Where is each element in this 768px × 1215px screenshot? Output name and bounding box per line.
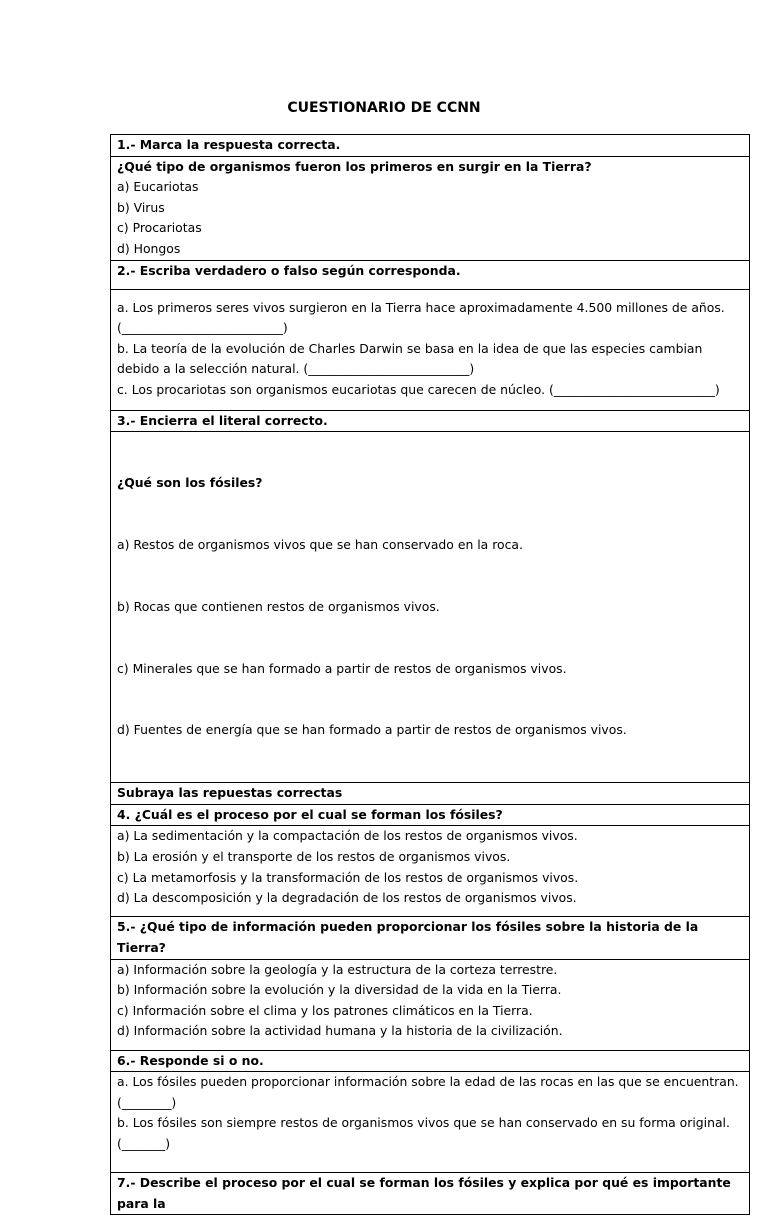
q4-body-row [111, 826, 750, 917]
q3-body-row [111, 432, 750, 783]
q4-instruction-row [111, 783, 750, 805]
q4-question-row [111, 804, 750, 826]
q6-statement-a: a. Los fósiles pueden proporcionar información sobre la edad de las rocas en las que se encuentran. [117, 1074, 739, 1090]
q5-option-a: a) Información sobre la geología y la estructura de la corteza terrestre. [117, 961, 558, 977]
q6-statement-b: b. Los fósiles son siempre restos de organismos vivos que se han conservado en su forma original. [117, 1115, 730, 1131]
q4-instruction: Subraya las repuestas correctas [111, 783, 750, 805]
q1-option-d: d) Hongos [117, 240, 181, 256]
q5-option-b: b) Información sobre la evolución y la diversidad de la vida en la Tierra. [117, 982, 562, 998]
document-title: CUESTIONARIO DE CCNN [287, 100, 481, 116]
q7-question: 7.- Describe el proceso por el cual se forman los fósiles y explica por qué es importante para la [111, 1173, 750, 1215]
q3-option-b: b) Rocas que contienen restos de organismos vivos. [117, 598, 440, 614]
q4-option-a: a) La sedimentación y la compactación de los restos de organismos vivos. [117, 828, 578, 844]
q2-statement-b-line2: debido a la selección natural. (__________________________) [117, 361, 475, 377]
q4-question: 4. ¿Cuál es el proceso por el cual se forman los fósiles? [111, 804, 750, 826]
q2-statement-b-line1: b. La teoría de la evolución de Charles Darwin se basa en la idea de que las especies cambian [117, 340, 703, 356]
q5-question: 5.- ¿Qué tipo de información pueden proporcionar los fósiles sobre la historia de la Tierra? [111, 917, 750, 959]
q2-header: 2.- Escriba verdadero o falso según corresponda. [111, 260, 750, 289]
q1-option-a: a) Eucariotas [117, 179, 199, 195]
q7-question-row [111, 1173, 750, 1215]
q2-statement-a: a. Los primeros seres vivos surgieron en la Tierra hace aproximadamente 4.500 millones de años. [117, 299, 725, 315]
q2-body [111, 289, 750, 410]
q3-question: ¿Qué son los fósiles? [117, 475, 263, 491]
q3-option-d: d) Fuentes de energía que se han formado a partir de restos de organismos vivos. [117, 722, 627, 738]
q5-body-row [111, 959, 750, 1050]
q4-body [111, 826, 750, 917]
q5-body [111, 959, 750, 1050]
q3-option-c: c) Minerales que se han formado a partir de restos de organismos vivos. [117, 660, 567, 676]
q6-body-row [111, 1072, 750, 1173]
q6-header-row [111, 1050, 750, 1072]
q3-header: 3.- Encierra el literal correcto. [111, 410, 750, 432]
q1-header-row [111, 135, 750, 157]
q3-option-a: a) Restos de organismos vivos que se han conservado en la roca. [117, 537, 523, 553]
q1-body-row [111, 156, 750, 260]
q4-option-d: d) La descomposición y la degradación de los restos de organismos vivos. [117, 890, 577, 906]
q2-body-row [111, 289, 750, 410]
q1-header: 1.- Marca la respuesta correcta. [111, 135, 750, 157]
q2-statement-c: c. Los procariotas son organismos eucariotas que carecen de núcleo. (__________________________) [117, 381, 720, 397]
q1-body [111, 156, 750, 260]
q6-body [111, 1072, 750, 1173]
q1-question: ¿Qué tipo de organismos fueron los primeros en surgir en la Tierra? [117, 158, 592, 174]
q2-header-row [111, 260, 750, 289]
q4-option-b: b) La erosión y el transporte de los restos de organismos vivos. [117, 849, 511, 865]
q2-blank-a: (__________________________) [117, 320, 288, 336]
q6-blank-b: (_______) [117, 1136, 171, 1151]
q4-option-c: c) La metamorfosis y la transformación de los restos de organismos vivos. [117, 869, 579, 885]
q3-header-row [111, 410, 750, 432]
q5-question-row [111, 917, 750, 959]
q3-body [111, 432, 750, 783]
q1-option-c: c) Procariotas [117, 220, 202, 236]
q6-blank-a: (________) [117, 1094, 177, 1110]
questionnaire-table [110, 134, 750, 1215]
q5-option-c: c) Información sobre el clima y los patrones climáticos en la Tierra. [117, 1002, 533, 1018]
q6-header: 6.- Responde si o no. [111, 1050, 750, 1072]
q1-option-b: b) Virus [117, 199, 165, 215]
q5-option-d: d) Información sobre la actividad humana y la historia de la civilización. [117, 1023, 563, 1039]
